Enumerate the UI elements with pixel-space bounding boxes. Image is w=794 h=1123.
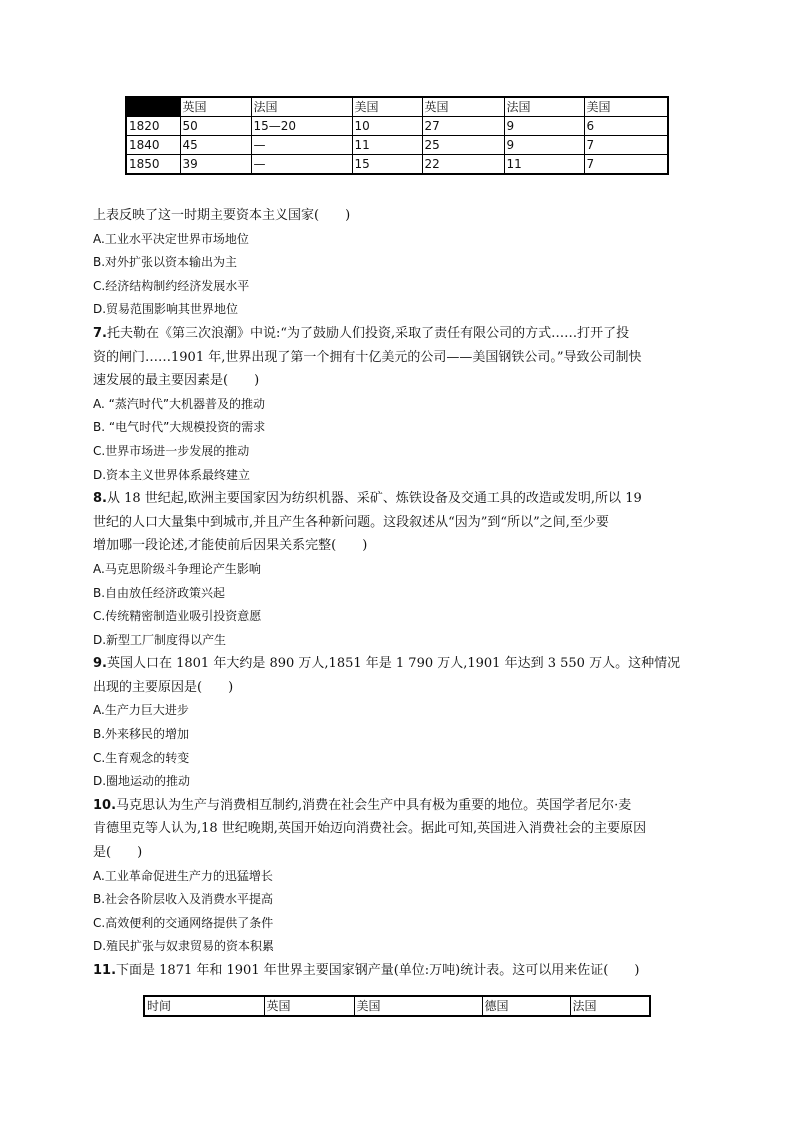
question-number: 9.	[93, 656, 107, 672]
table-cell: 7	[584, 155, 668, 175]
table-cell: 11	[352, 136, 422, 155]
question-text: 下面是 1871 年和 1901 年世界主要国家钢产量(单位:万吨)统计表。这可以用来佐证( )	[116, 963, 640, 978]
answer-option[interactable]: C.世界市场进一步发展的推动	[93, 443, 250, 458]
table-cell: 9	[504, 117, 584, 136]
answer-option[interactable]: A. “蒸汽时代”大机器普及的推动	[93, 396, 266, 411]
table-header-cell: 美国	[352, 97, 422, 117]
answer-option[interactable]: D.贸易范围影响其世界地位	[93, 302, 239, 317]
question-text: 英国人口在 1801 年大约是 890 万人,1851 年是 1 790 万人,1901 年达到 3 550 万人。这种情况	[106, 656, 681, 672]
question-number: 11.	[93, 963, 117, 978]
answer-option[interactable]: D.殖民扩张与奴隶贸易的资本积累	[93, 939, 275, 954]
question-text: 速发展的最主要因素是( )	[93, 373, 260, 389]
table-header-row	[144, 996, 650, 1016]
answer-option[interactable]: C.高效便利的交通网络提供了条件	[93, 915, 274, 930]
table-header-cell: 德国	[482, 996, 570, 1016]
question-list	[93, 204, 703, 983]
table-header-cell: 法国	[251, 97, 352, 117]
trade-share-table	[125, 96, 669, 175]
question-text: 世纪的人口大量集中到城市,并且产生各种新问题。这段叙述从“因为”到“所以”之间,至少要	[93, 514, 609, 530]
answer-option[interactable]: D.资本主义世界体系最终建立	[93, 467, 251, 482]
steel-output-table	[143, 995, 651, 1017]
table-header-cell: 法国	[570, 996, 650, 1016]
answer-option[interactable]: B.对外扩张以资本输出为主	[93, 255, 238, 270]
table-cell: 9	[504, 136, 584, 155]
table-cell: 50	[180, 117, 251, 136]
question-stem	[93, 794, 703, 818]
question-number: 7.	[93, 325, 107, 341]
question-stem	[93, 322, 703, 346]
table-row	[126, 117, 668, 136]
question-text: 出现的主要原因是( )	[93, 679, 234, 695]
answer-option[interactable]: B. “电气时代”大规模投资的需求	[93, 420, 266, 435]
table-cell: 27	[422, 117, 504, 136]
answer-option[interactable]: C.传统精密制造业吸引投资意愿	[93, 609, 262, 624]
table-cell: 45	[180, 136, 251, 155]
answer-option[interactable]: B.外来移民的增加	[93, 727, 190, 742]
answer-option[interactable]: D.圈地运动的推动	[93, 774, 191, 789]
table-row	[126, 155, 668, 175]
table-cell: —	[251, 136, 352, 155]
table-cell: —	[251, 155, 352, 175]
table-header-cell: 英国	[422, 97, 504, 117]
table-header-cell: 英国	[180, 97, 251, 117]
question-text: 肯德里克等人认为,18 世纪晚期,英国开始迈向消费社会。据此可知,英国进入消费社会的主要原因	[93, 821, 647, 837]
question-stem	[93, 652, 703, 676]
question-stem: 上表反映了这一时期主要资本主义国家( )	[93, 208, 351, 223]
table-header-cell: 英国	[264, 996, 354, 1016]
question-text: 是( )	[93, 845, 143, 861]
answer-option[interactable]: B.社会各阶层收入及消费水平提高	[93, 892, 274, 907]
answer-option[interactable]: C.生育观念的转变	[93, 750, 190, 765]
answer-option[interactable]: D.新型工厂制度得以产生	[93, 632, 227, 647]
table-cell: 15	[352, 155, 422, 175]
table-cell: 10	[352, 117, 422, 136]
question-number: 10.	[93, 797, 117, 813]
question-text: 马克思认为生产与消费相互制约,消费在社会生产中具有极为重要的地位。英国学者尼尔·麦	[116, 797, 632, 813]
answer-option[interactable]: A.生产力巨大进步	[93, 703, 189, 718]
table-cell: 1850	[126, 155, 180, 175]
answer-option[interactable]: A.工业水平决定世界市场地位	[93, 231, 249, 246]
question-text: 增加哪一段论述,才能使前后因果关系完整( )	[93, 538, 368, 554]
answer-option[interactable]: A.马克思阶级斗争理论产生影响	[93, 561, 261, 576]
table-cell: 11	[504, 155, 584, 175]
question-text: 托夫勒在《第三次浪潮》中说:“为了鼓励人们投资,采取了责任有限公司的方式……打开了投	[106, 325, 630, 341]
table-cell: 1820	[126, 117, 180, 136]
table-cell: 1840	[126, 136, 180, 155]
table-cell: 22	[422, 155, 504, 175]
table-cell: 25	[422, 136, 504, 155]
answer-option[interactable]: A.工业革命促进生产力的迅猛增长	[93, 868, 273, 883]
question-stem	[93, 959, 703, 983]
table-corner-cell	[126, 97, 180, 117]
table-header-row	[126, 97, 668, 117]
question-text: 资的闸门……1901 年,世界出现了第一个拥有十亿美元的公司——美国钢铁公司。”导致公司制快	[93, 349, 642, 365]
table-cell: 15—20	[251, 117, 352, 136]
table-header-cell: 美国	[584, 97, 668, 117]
question-number: 8.	[93, 491, 107, 507]
answer-option[interactable]: B.自由放任经济政策兴起	[93, 585, 226, 600]
table-cell: 6	[584, 117, 668, 136]
table-row	[126, 136, 668, 155]
answer-option[interactable]: C.经济结构制约经济发展水平	[93, 278, 250, 293]
table-cell: 7	[584, 136, 668, 155]
table-header-cell: 时间	[144, 996, 264, 1016]
question-text: 从 18 世纪起,欧洲主要国家因为纺织机器、采矿、炼铁设备及交通工具的改造或发明,所以 19	[106, 491, 642, 507]
table-header-cell: 法国	[504, 97, 584, 117]
table-cell: 39	[180, 155, 251, 175]
table-header-cell: 美国	[354, 996, 482, 1016]
question-stem	[93, 487, 703, 511]
